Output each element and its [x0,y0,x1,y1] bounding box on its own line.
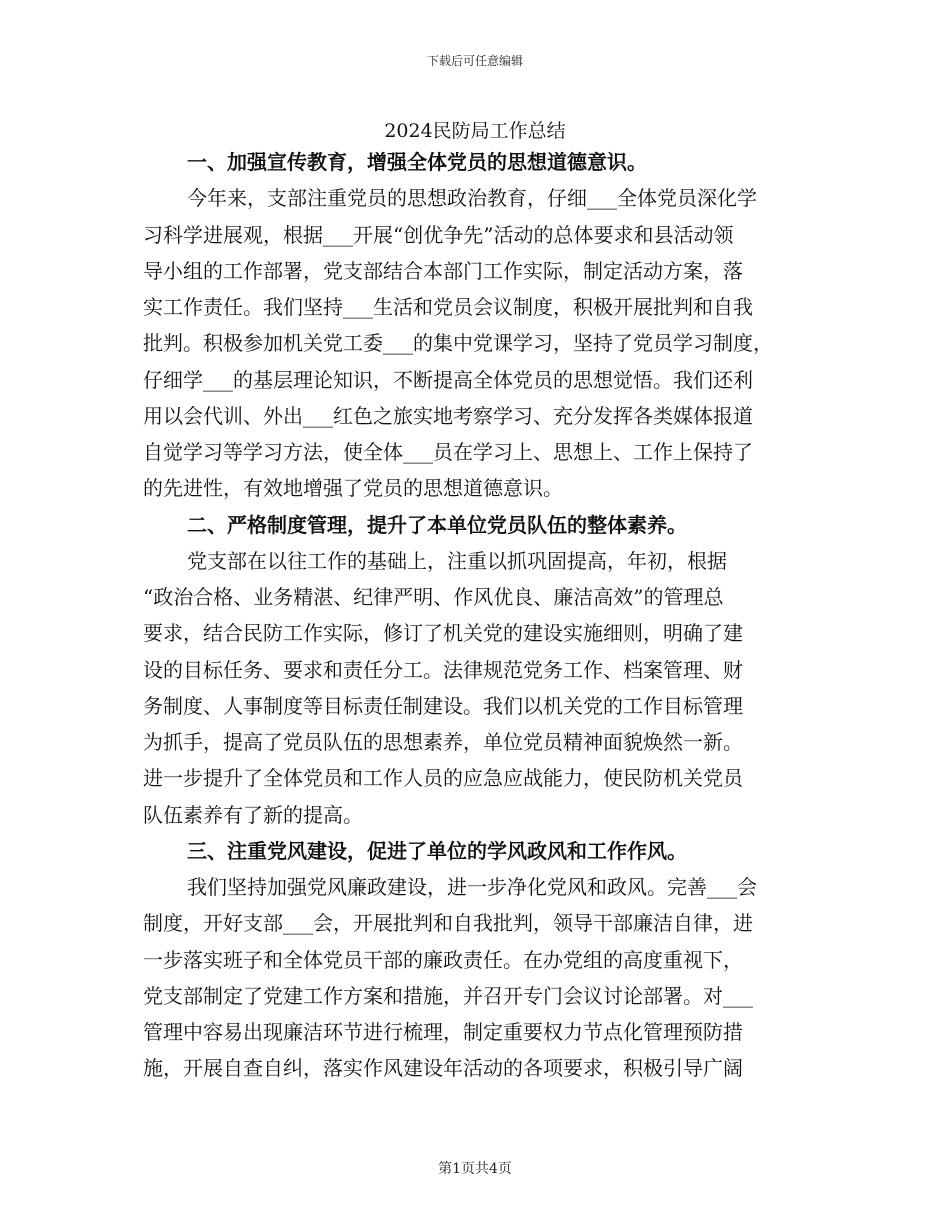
body-text-line: 进一步提升了全体党员和工作人员的应急应战能力，使民防机关党员 [143,766,743,791]
body-text-line: 一步落实班子和全体党员干部的廉政责任。在办党组的高度重视下， [143,947,743,972]
body-text-line: 制度，开好支部___会，开展批判和自我批判，领导干部廉洁自律，进 [143,911,753,936]
document-title: 2024民防局工作总结 [384,120,566,142]
section-heading: 三、注重党风建设，促进了单位的学风政风和工作作风。 [187,838,687,863]
document-body [143,144,803,1087]
body-text-line: 队伍素养有了新的提高。 [143,802,363,827]
body-text-line: 仔细学___的基层理论知识，不断提高全体党员的思想觉悟。我们还利 [143,367,753,392]
body-text-line: 设的目标任务、要求和责任分工。法律规范党务工作、档案管理、财 [143,657,743,682]
body-text-line: 务制度、人事制度等目标责任制建设。我们以机关党的工作目标管理 [143,693,743,718]
body-text-line: 实工作责任。我们坚持___生活和党员会议制度，积极开展批判和自我 [143,295,753,319]
body-text-line: 自觉学习等学习方法，使全体___员在学习上、思想上、工作上保持了 [143,440,753,464]
section-heading: 一、加强宣传教育，增强全体党员的思想道德意识。 [187,150,647,174]
body-text-line: 为抓手，提高了党员队伍的思想素养，单位党员精神面貌焕然一新。 [143,730,743,754]
body-text-line: 施，开展自查自纠，落实作风建设年活动的各项要求，积极引导广阔 [143,1056,743,1081]
body-text-line: 我们坚持加强党风廉政建设，进一步净化党风和政风。完善___会 [187,875,757,899]
body-text-line: 导小组的工作部署，党支部结合本部门工作实际，制定活动方案，落 [143,258,743,283]
body-text-line: “政治合格、业务精湛、纪律严明、作风优良、廉洁高效”的管理总 [143,585,724,609]
body-text-line: 今年来，支部注重党员的思想政治教育，仔细___全体党员深化学 [187,186,757,211]
body-text-line: 党支部制定了党建工作方案和措施，并召开专门会议讨论部署。对___ [143,983,753,1008]
body-text-line: 管理中容易出现廉洁环节进行梳理，制定重要权力节点化管理预防措 [143,1020,743,1044]
body-text-line: 批判。积极参加机关党工委___的集中党课学习，坚持了党员学习制度， [143,331,773,356]
body-text-line: 习科学进展观，根据___开展“创优争先”活动的总体要求和县活动领 [143,222,734,247]
body-text-line: 党支部在以往工作的基础上，注重以抓巩固提高，年初，根据 [187,548,727,573]
body-text-line: 用以会代训、外出___红色之旅实地考察学习、充分发挥各类媒体报道 [143,403,753,428]
body-text-line: 要求，结合民防工作实际，修订了机关党的建设实施细则，明确了建 [143,621,743,646]
page-header-note: 下载后可任意编辑 [426,54,523,68]
page-footer-number: 第1页共4页 [438,1161,512,1177]
section-heading: 二、严格制度管理，提升了本单位党员队伍的整体素养。 [187,512,687,537]
body-text-line: 的先进性，有效地增强了党员的思想道德意识。 [143,476,563,501]
